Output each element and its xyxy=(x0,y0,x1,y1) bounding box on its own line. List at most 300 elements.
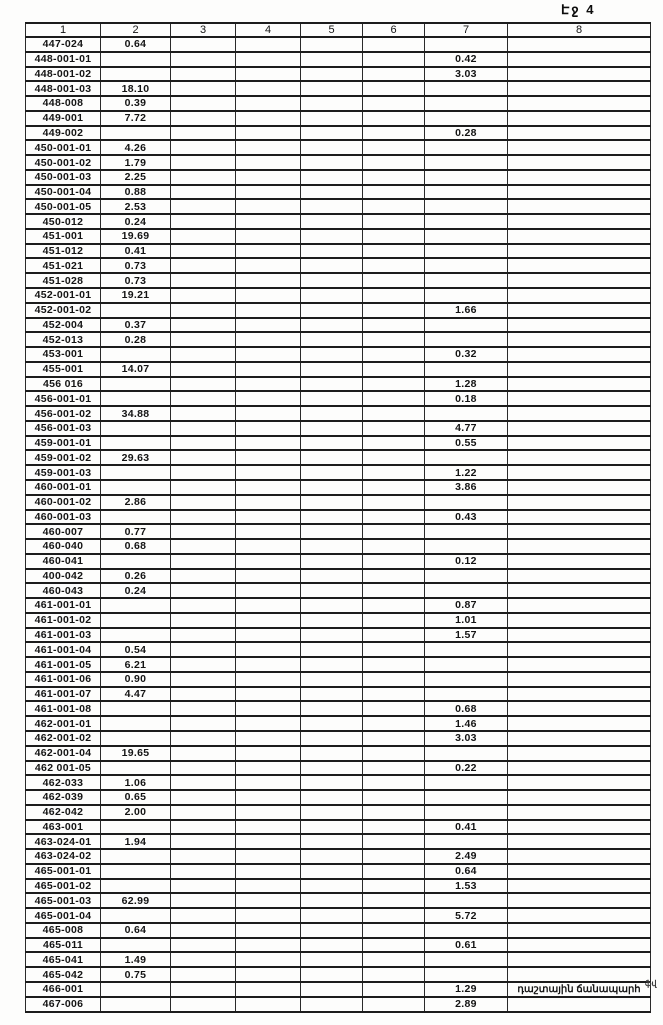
empty-cell xyxy=(236,775,301,790)
table-row xyxy=(26,849,651,864)
value-cell: 4.47 xyxy=(101,687,171,702)
code-cell: 450-001-05 xyxy=(26,199,101,214)
empty-cell xyxy=(363,539,425,554)
value-cell: 2.86 xyxy=(101,495,171,510)
code-cell: 452-001-01 xyxy=(26,288,101,303)
value-cell xyxy=(101,908,171,923)
empty-cell xyxy=(171,495,236,510)
table-row xyxy=(26,465,651,480)
code-cell: 449-002 xyxy=(26,126,101,141)
empty-cell xyxy=(301,908,363,923)
empty-cell xyxy=(236,746,301,761)
code-cell: 461-001-02 xyxy=(26,613,101,628)
value-cell: 4.26 xyxy=(101,140,171,155)
empty-cell xyxy=(301,155,363,170)
empty-cell xyxy=(171,450,236,465)
value-cell: 0.28 xyxy=(425,126,508,141)
empty-cell xyxy=(301,362,363,377)
empty-cell xyxy=(171,258,236,273)
column-header-2: 2 xyxy=(101,23,171,37)
empty-cell xyxy=(171,628,236,643)
empty-cell xyxy=(236,81,301,96)
empty-cell xyxy=(171,598,236,613)
note-cell xyxy=(508,52,651,67)
empty-cell xyxy=(171,672,236,687)
value-cell xyxy=(425,96,508,111)
value-cell: 2.00 xyxy=(101,805,171,820)
empty-cell xyxy=(301,318,363,333)
empty-cell xyxy=(236,982,301,997)
value-cell xyxy=(425,642,508,657)
note-cell xyxy=(508,406,651,421)
code-cell: 461-001-04 xyxy=(26,642,101,657)
empty-cell xyxy=(171,126,236,141)
empty-cell xyxy=(171,318,236,333)
table-row xyxy=(26,820,651,835)
empty-cell xyxy=(236,480,301,495)
value-cell: 0.24 xyxy=(101,583,171,598)
empty-cell xyxy=(363,716,425,731)
empty-cell xyxy=(363,258,425,273)
empty-cell xyxy=(363,214,425,229)
empty-cell xyxy=(301,510,363,525)
table-row xyxy=(26,495,651,510)
empty-cell xyxy=(236,140,301,155)
empty-cell xyxy=(301,406,363,421)
table-row xyxy=(26,583,651,598)
code-cell: 465-042 xyxy=(26,967,101,982)
value-cell: 1.57 xyxy=(425,628,508,643)
value-cell: 3.86 xyxy=(425,480,508,495)
page-number-label: Էջ 4 xyxy=(561,2,596,17)
empty-cell xyxy=(236,96,301,111)
column-header-3: 3 xyxy=(171,23,236,37)
empty-cell xyxy=(363,450,425,465)
empty-cell xyxy=(236,185,301,200)
empty-cell xyxy=(363,805,425,820)
code-cell: 450-001-02 xyxy=(26,155,101,170)
note-cell xyxy=(508,893,651,908)
table-row xyxy=(26,761,651,776)
table-row xyxy=(26,81,651,96)
empty-cell xyxy=(171,347,236,362)
value-cell xyxy=(425,199,508,214)
empty-cell xyxy=(171,377,236,392)
empty-cell xyxy=(236,864,301,879)
value-cell xyxy=(425,495,508,510)
empty-cell xyxy=(363,820,425,835)
empty-cell xyxy=(363,377,425,392)
empty-cell xyxy=(301,820,363,835)
table-row xyxy=(26,288,651,303)
empty-cell xyxy=(363,790,425,805)
note-cell xyxy=(508,761,651,776)
empty-cell xyxy=(301,849,363,864)
note-cell xyxy=(508,805,651,820)
empty-cell xyxy=(363,81,425,96)
empty-cell xyxy=(171,480,236,495)
empty-cell xyxy=(301,539,363,554)
empty-cell xyxy=(236,820,301,835)
value-cell: 2.53 xyxy=(101,199,171,214)
table-row xyxy=(26,37,651,52)
value-cell: 1.79 xyxy=(101,155,171,170)
note-cell xyxy=(508,303,651,318)
value-cell xyxy=(425,893,508,908)
empty-cell xyxy=(171,362,236,377)
empty-cell xyxy=(363,111,425,126)
value-cell xyxy=(101,879,171,894)
empty-cell xyxy=(301,258,363,273)
empty-cell xyxy=(171,244,236,259)
empty-cell xyxy=(301,273,363,288)
note-cell xyxy=(508,67,651,82)
table-row xyxy=(26,524,651,539)
empty-cell xyxy=(236,805,301,820)
value-cell xyxy=(425,952,508,967)
code-cell: 462-001-01 xyxy=(26,716,101,731)
code-cell: 456-001-03 xyxy=(26,421,101,436)
note-cell xyxy=(508,347,651,362)
empty-cell xyxy=(171,421,236,436)
empty-cell xyxy=(236,967,301,982)
empty-cell xyxy=(363,761,425,776)
note-cell xyxy=(508,258,651,273)
value-cell: 0.77 xyxy=(101,524,171,539)
code-cell: 461-001-03 xyxy=(26,628,101,643)
value-cell xyxy=(101,761,171,776)
note-cell xyxy=(508,214,651,229)
code-cell: 460-040 xyxy=(26,539,101,554)
empty-cell xyxy=(236,406,301,421)
empty-cell xyxy=(301,864,363,879)
value-cell xyxy=(101,849,171,864)
value-cell: 2.89 xyxy=(425,997,508,1012)
code-cell: 462-033 xyxy=(26,775,101,790)
value-cell: 1.46 xyxy=(425,716,508,731)
value-cell xyxy=(101,347,171,362)
note-cell xyxy=(508,391,651,406)
empty-cell xyxy=(301,613,363,628)
value-cell xyxy=(101,820,171,835)
table-row xyxy=(26,997,651,1012)
empty-cell xyxy=(363,391,425,406)
code-cell: 448-008 xyxy=(26,96,101,111)
empty-cell xyxy=(363,672,425,687)
empty-cell xyxy=(363,569,425,584)
empty-cell xyxy=(171,67,236,82)
empty-cell xyxy=(236,583,301,598)
table-row xyxy=(26,613,651,628)
empty-cell xyxy=(171,923,236,938)
code-cell: 450-001-04 xyxy=(26,185,101,200)
empty-cell xyxy=(236,524,301,539)
note-cell xyxy=(508,288,651,303)
empty-cell xyxy=(363,37,425,52)
code-cell: 460-001-01 xyxy=(26,480,101,495)
table-row xyxy=(26,982,651,997)
note-cell xyxy=(508,554,651,569)
code-cell: 462-039 xyxy=(26,790,101,805)
table-row xyxy=(26,746,651,761)
note-cell xyxy=(508,820,651,835)
empty-cell xyxy=(171,465,236,480)
value-cell: 1.53 xyxy=(425,879,508,894)
value-cell: 0.90 xyxy=(101,672,171,687)
value-cell xyxy=(101,303,171,318)
empty-cell xyxy=(301,214,363,229)
value-cell xyxy=(425,362,508,377)
empty-cell xyxy=(171,687,236,702)
value-cell: 6.21 xyxy=(101,657,171,672)
value-cell: 1.49 xyxy=(101,952,171,967)
code-cell: 465-001-01 xyxy=(26,864,101,879)
value-cell: 0.73 xyxy=(101,273,171,288)
code-cell: 459-001-01 xyxy=(26,436,101,451)
empty-cell xyxy=(236,923,301,938)
note-cell xyxy=(508,613,651,628)
value-cell xyxy=(425,406,508,421)
empty-cell xyxy=(301,672,363,687)
value-cell xyxy=(425,37,508,52)
empty-cell xyxy=(363,687,425,702)
value-cell: 1.01 xyxy=(425,613,508,628)
table-row xyxy=(26,598,651,613)
value-cell xyxy=(101,864,171,879)
empty-cell xyxy=(236,701,301,716)
note-cell xyxy=(508,583,651,598)
empty-cell xyxy=(236,628,301,643)
empty-cell xyxy=(171,701,236,716)
empty-cell xyxy=(171,716,236,731)
code-cell: 455-001 xyxy=(26,362,101,377)
empty-cell xyxy=(171,288,236,303)
value-cell: 2.49 xyxy=(425,849,508,864)
note-cell xyxy=(508,480,651,495)
value-cell xyxy=(425,790,508,805)
code-cell: 463-024-01 xyxy=(26,834,101,849)
note-cell xyxy=(508,332,651,347)
value-cell: 3.03 xyxy=(425,67,508,82)
value-cell xyxy=(425,214,508,229)
column-header-5: 5 xyxy=(301,23,363,37)
table-row xyxy=(26,731,651,746)
table-row xyxy=(26,273,651,288)
empty-cell xyxy=(171,613,236,628)
table-row xyxy=(26,923,651,938)
note-cell xyxy=(508,569,651,584)
empty-cell xyxy=(171,864,236,879)
empty-cell xyxy=(301,480,363,495)
table-row xyxy=(26,258,651,273)
value-cell: 1.22 xyxy=(425,465,508,480)
note-cell xyxy=(508,37,651,52)
value-cell xyxy=(101,628,171,643)
code-cell: 448-001-03 xyxy=(26,81,101,96)
column-header-7: 7 xyxy=(425,23,508,37)
empty-cell xyxy=(301,524,363,539)
empty-cell xyxy=(171,155,236,170)
value-cell xyxy=(425,273,508,288)
empty-cell xyxy=(171,746,236,761)
empty-cell xyxy=(171,170,236,185)
empty-cell xyxy=(363,554,425,569)
code-cell: 460-007 xyxy=(26,524,101,539)
empty-cell xyxy=(301,199,363,214)
value-cell: 1.94 xyxy=(101,834,171,849)
empty-cell xyxy=(363,701,425,716)
empty-cell xyxy=(236,731,301,746)
empty-cell xyxy=(363,923,425,938)
empty-cell xyxy=(301,746,363,761)
empty-cell xyxy=(301,96,363,111)
value-cell: 0.12 xyxy=(425,554,508,569)
empty-cell xyxy=(363,583,425,598)
table-row xyxy=(26,185,651,200)
table-row xyxy=(26,701,651,716)
value-cell: 2.25 xyxy=(101,170,171,185)
empty-cell xyxy=(301,938,363,953)
code-cell: 452-013 xyxy=(26,332,101,347)
table-row xyxy=(26,510,651,525)
empty-cell xyxy=(301,834,363,849)
table-row xyxy=(26,805,651,820)
value-cell xyxy=(101,465,171,480)
empty-cell xyxy=(363,997,425,1012)
code-cell: 453-001 xyxy=(26,347,101,362)
empty-cell xyxy=(171,938,236,953)
value-cell: 14.07 xyxy=(101,362,171,377)
empty-cell xyxy=(301,569,363,584)
empty-cell xyxy=(171,849,236,864)
value-cell: 1.29 xyxy=(425,982,508,997)
empty-cell xyxy=(236,391,301,406)
empty-cell xyxy=(171,805,236,820)
code-cell: 461-001-01 xyxy=(26,598,101,613)
empty-cell xyxy=(363,465,425,480)
note-cell xyxy=(508,229,651,244)
value-cell: 0.32 xyxy=(425,347,508,362)
note-cell xyxy=(508,849,651,864)
table-row xyxy=(26,642,651,657)
value-cell: 4.77 xyxy=(425,421,508,436)
table-row xyxy=(26,657,651,672)
empty-cell xyxy=(301,952,363,967)
value-cell xyxy=(425,775,508,790)
empty-cell xyxy=(236,539,301,554)
table-row xyxy=(26,952,651,967)
empty-cell xyxy=(363,318,425,333)
table-row xyxy=(26,554,651,569)
value-cell xyxy=(425,687,508,702)
table-row xyxy=(26,229,651,244)
empty-cell xyxy=(236,332,301,347)
empty-cell xyxy=(171,185,236,200)
code-cell: 465-001-03 xyxy=(26,893,101,908)
code-cell: 459-001-03 xyxy=(26,465,101,480)
handwritten-mark: ֆվ xyxy=(645,979,657,988)
note-cell xyxy=(508,273,651,288)
empty-cell xyxy=(363,436,425,451)
value-cell: 0.22 xyxy=(425,761,508,776)
code-cell: 462 001-05 xyxy=(26,761,101,776)
value-cell xyxy=(425,111,508,126)
code-cell: 451-001 xyxy=(26,229,101,244)
table-row xyxy=(26,672,651,687)
table-row xyxy=(26,52,651,67)
code-cell: 460-041 xyxy=(26,554,101,569)
empty-cell xyxy=(301,893,363,908)
empty-cell xyxy=(236,893,301,908)
empty-cell xyxy=(363,421,425,436)
value-cell xyxy=(101,731,171,746)
note-cell xyxy=(508,465,651,480)
empty-cell xyxy=(236,229,301,244)
note-cell xyxy=(508,185,651,200)
empty-cell xyxy=(301,288,363,303)
table-row xyxy=(26,96,651,111)
code-cell: 460-001-02 xyxy=(26,495,101,510)
table-row xyxy=(26,908,651,923)
note-cell xyxy=(508,362,651,377)
code-cell: 465-011 xyxy=(26,938,101,953)
code-cell: 459-001-02 xyxy=(26,450,101,465)
empty-cell xyxy=(236,790,301,805)
value-cell xyxy=(101,982,171,997)
empty-cell xyxy=(363,834,425,849)
value-cell xyxy=(101,598,171,613)
note-cell xyxy=(508,244,651,259)
note-cell xyxy=(508,997,651,1012)
code-cell: 465-001-02 xyxy=(26,879,101,894)
code-cell: 450-001-01 xyxy=(26,140,101,155)
empty-cell xyxy=(236,421,301,436)
table-row xyxy=(26,111,651,126)
note-cell xyxy=(508,81,651,96)
value-cell xyxy=(425,332,508,347)
table-row xyxy=(26,406,651,421)
table-row xyxy=(26,140,651,155)
table-row xyxy=(26,318,651,333)
code-cell: 461-001-07 xyxy=(26,687,101,702)
value-cell xyxy=(425,140,508,155)
value-cell xyxy=(425,155,508,170)
empty-cell xyxy=(171,908,236,923)
note-cell xyxy=(508,436,651,451)
note-cell xyxy=(508,775,651,790)
empty-cell xyxy=(236,908,301,923)
value-cell: 19.65 xyxy=(101,746,171,761)
empty-cell xyxy=(236,377,301,392)
empty-cell xyxy=(363,303,425,318)
code-cell: 400-042 xyxy=(26,569,101,584)
empty-cell xyxy=(301,554,363,569)
value-cell xyxy=(101,126,171,141)
code-cell: 450-001-03 xyxy=(26,170,101,185)
value-cell xyxy=(425,185,508,200)
empty-cell xyxy=(301,687,363,702)
table-row xyxy=(26,628,651,643)
empty-cell xyxy=(236,879,301,894)
empty-cell xyxy=(236,362,301,377)
empty-cell xyxy=(236,126,301,141)
empty-cell xyxy=(171,140,236,155)
value-cell xyxy=(425,967,508,982)
code-cell: 463-024-02 xyxy=(26,849,101,864)
value-cell xyxy=(101,938,171,953)
empty-cell xyxy=(171,214,236,229)
value-cell: 0.41 xyxy=(101,244,171,259)
